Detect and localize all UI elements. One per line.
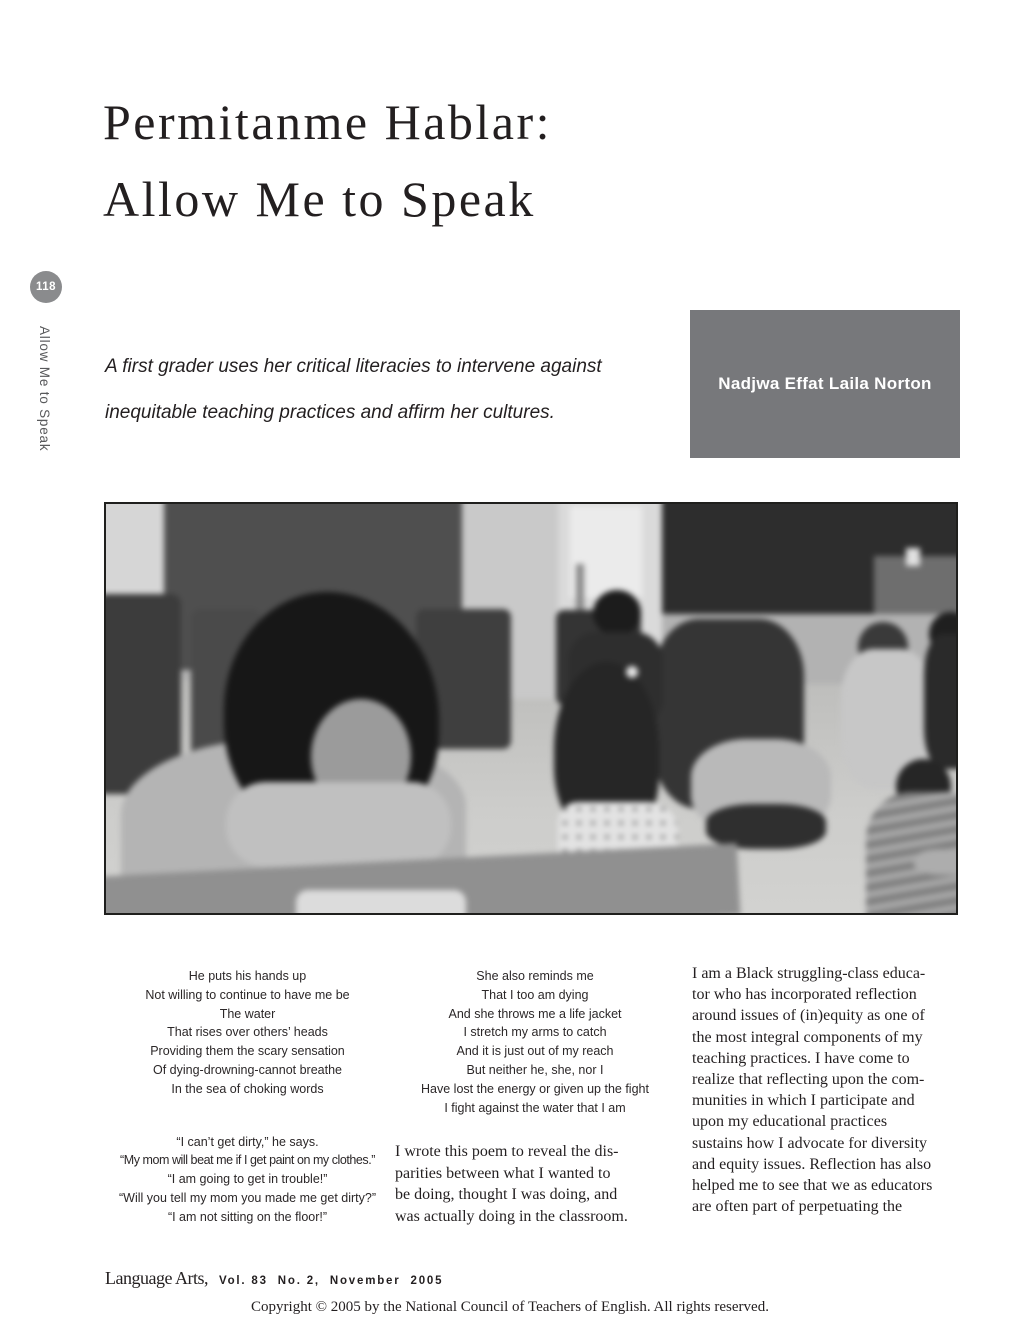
photo-cup [906,548,920,566]
poem-line: That rises over others’ heads [167,1025,328,1040]
sidebar-running-title: Allow Me to Speak [37,326,52,452]
poem-line: And she throws me a life jacket [448,1006,622,1021]
body-line: was actually doing in the classroom. [395,1207,628,1225]
deck-line2: inequitable teaching practices and affirm her cultures. [105,402,555,423]
photo-hand [914,849,958,875]
poem-line: Have lost the energy or given up the fight [421,1081,649,1096]
poem-line: “I am not sitting on the floor!” [167,1209,328,1224]
body-line: upon my educational practices [692,1113,888,1131]
classroom-photo [104,502,958,915]
journal-issue: Vol. 83 No. 2, November 2005 [218,1275,444,1287]
poem-line: Not willing to continue to have me be [145,987,350,1002]
poem-line: But neither he, she, nor I [466,1062,604,1077]
body-line: helped me to see that we as educators [692,1177,933,1195]
body-line: tor who has incorporated reflection [692,986,917,1004]
poem-line: The water [219,1006,276,1021]
page-number-badge: 118 [30,271,62,303]
journal-footer [105,1268,443,1289]
body-paragraph-intro [395,1141,675,1227]
body-line: teaching practices. I have come to [692,1049,910,1067]
deck-line1: A first grader uses her critical literacies to intervene against [105,356,602,377]
poem-line: I fight against the water that I am [444,1100,626,1115]
poem-line: He puts his hands up [188,969,307,983]
poem-stanza-3 [395,967,675,1117]
author-box [690,310,960,458]
photo-foil-wrapper [296,890,466,915]
body-line: realize that reflecting upon the com- [692,1071,925,1089]
photo-hair-tie [626,666,638,678]
photo-main-girl-arms [226,782,451,867]
poem-line: “My mom will beat me if I get paint on my clothes.” [120,1153,375,1168]
body-paragraph-reflection [692,963,964,1217]
body-line: the most integral components of my [692,1028,923,1046]
body-column-3 [692,963,964,1217]
body-line: and equity issues. Reflection has also [692,1155,932,1173]
article-title-line1: Permitanme Hablar: [103,94,553,150]
body-line: parities between what I wanted to [395,1164,611,1182]
poem-line: “I am going to get in trouble!” [167,1172,328,1187]
poem-line: In the sea of choking words [171,1081,324,1096]
article-title-line2: Allow Me to Speak [103,171,536,227]
poem-line: Of dying-drowning-cannot breathe [152,1062,342,1077]
body-line: are often part of perpetuating the [692,1198,903,1216]
body-line: I wrote this poem to reveal the dis- [395,1143,619,1161]
body-line: around issues of (in)equity as one of [692,1007,925,1025]
photo-boy-head [593,590,641,636]
poem-line: That I too am dying [481,987,589,1002]
body-line: be doing, thought I was doing, and [395,1186,618,1204]
copyright-line: Copyright © 2005 by the National Council of Teachers of English. All rights reserved. [251,1299,769,1315]
poem-stanza-1 [105,967,390,1099]
poem-line: “I can’t get dirty,” he says. [176,1134,319,1149]
body-line: sustains how I advocate for diversity [692,1134,928,1152]
poem-column-2 [395,967,675,1227]
journal-title: Language Arts, [105,1268,208,1288]
article-deck [105,344,705,436]
poem-stanza-2 [105,1133,390,1227]
body-line: I am a Black struggling-class educa- [692,965,926,982]
poem-line: She also reminds me [476,969,594,983]
article-title [103,84,552,238]
poem-line: I stretch my arms to catch [463,1025,607,1040]
photo-paint-layer [106,504,956,913]
poem-line: “Will you tell my mom you made me get dirty?” [118,1190,376,1205]
photo-child [924,634,958,769]
poem-line: Providing them the scary sensation [150,1044,345,1059]
body-line: munities in which I participate and [692,1092,915,1110]
photo-sandals [706,804,826,849]
poem-column-1 [105,967,390,1227]
author-name: Nadjwa Effat Laila Norton [718,374,932,393]
poem-line: And it is just out of my reach [456,1044,614,1059]
